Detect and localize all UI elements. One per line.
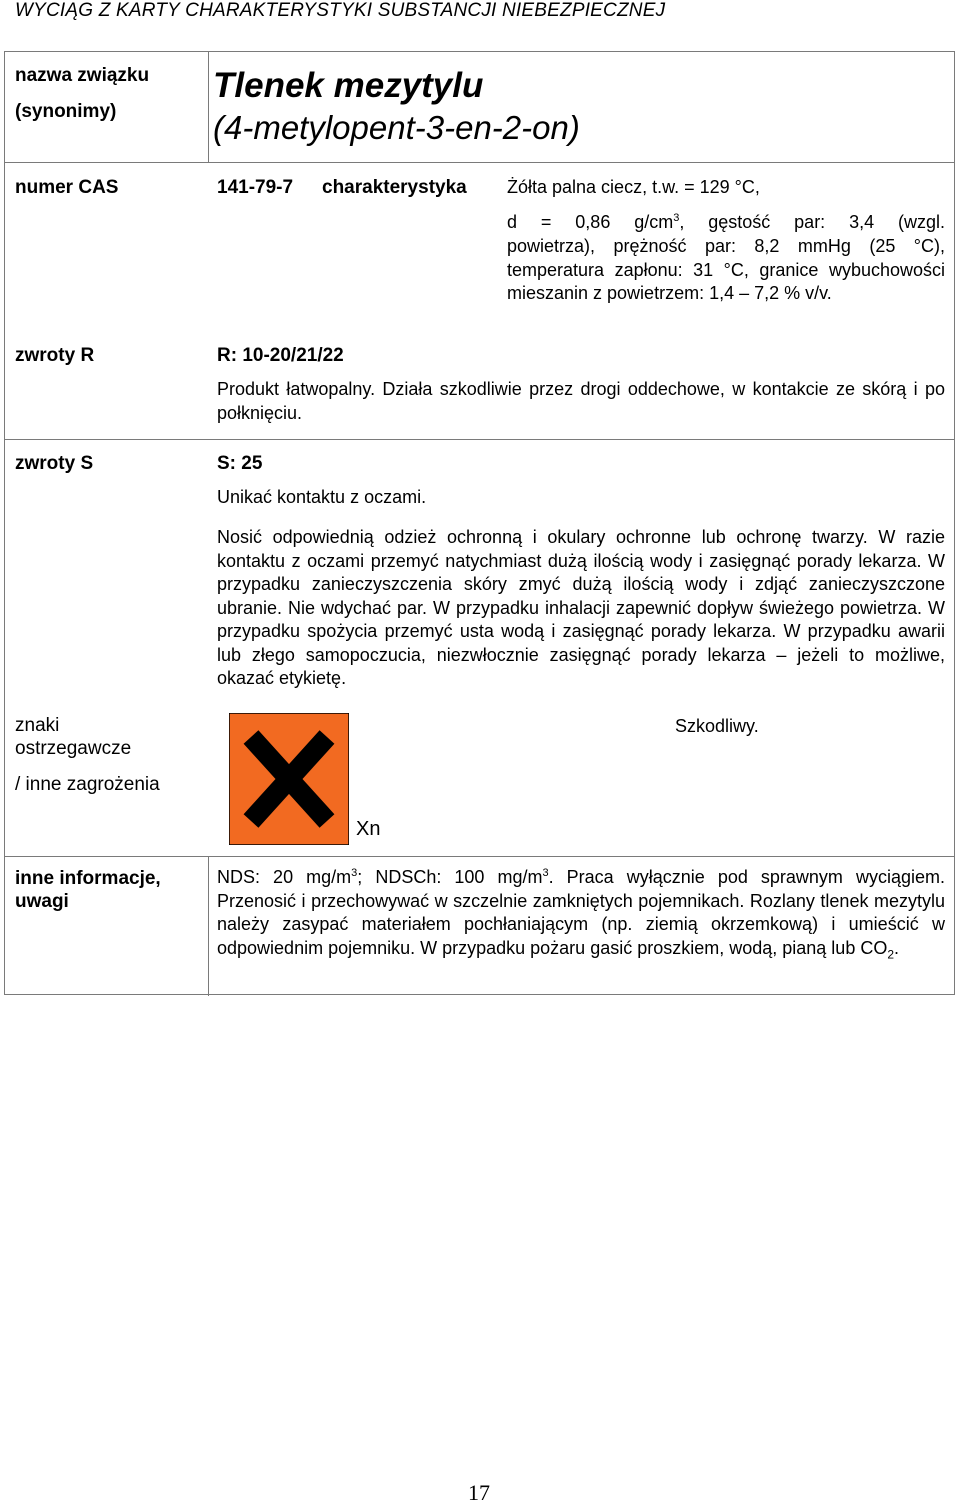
safety-data-table <box>4 51 955 995</box>
s-phrases-text1: Unikać kontaktu z oczami. <box>217 487 427 507</box>
other-info-text <box>217 866 945 967</box>
density-text-post: , gęstość par: 3,4 (wzgl. <box>679 212 945 232</box>
r-phrases-label: zwroty R <box>15 345 95 366</box>
s-phrases-code: S: 25 <box>217 453 263 474</box>
other-info-label-line1: inne informacje, <box>15 868 161 889</box>
row-divider <box>5 439 954 440</box>
hazard-label-line1: znaki <box>15 715 60 736</box>
s-phrases-label: zwroty S <box>15 453 94 474</box>
harmful-x-icon <box>229 713 349 845</box>
document-header-title: WYCIĄG Z KARTY CHARAKTERYSTYKI SUBSTANCJI NIEBEZPIECZNEJ <box>15 0 666 21</box>
density-superscript: 3 <box>673 212 680 224</box>
density-text: d = 0,86 g/cm <box>507 212 674 232</box>
row-divider <box>5 162 954 163</box>
column-divider <box>208 856 209 996</box>
hazard-symbol-code: Xn <box>356 818 381 840</box>
cas-number: 141-79-7 <box>217 177 294 198</box>
compound-synonyms-label: (synonimy) <box>15 101 117 122</box>
other-info-body: . Praca wyłącznie pod sprawnym wyciągiem. Przenosić i przechowywać w szczelnie zamkniętych pojemnikach. Rozlany tlenek mezytylu należy zasypać materiałem pochłaniającym (np. ziemią okrzemkową) i umieścić w odpowiednim pojemniku. W przypadku pożaru gasić proszkiem, wodą, pianą lub CO <box>217 867 945 958</box>
nds-superscript: 3 <box>351 867 358 879</box>
s-phrases-text2: Nosić odpowiednią odzież ochronną i okulary ochronne lub ochronę twarzy. W razie kontaktu z oczami przemyć natychmiast dużą ilością wody i zasięgnąć porady lekarza. W przypadku zanieczyszczenia skóry zmyć dużą ilością wody i zdjąć zanieczyszczone ubranie. Nie wdychać par. W przypadku inhalacji zapewnić dopływ świeżego powietrza. W przypadku spożycia przemyć usta wodą i zasięgnąć porady lekarza. W przypadku awarii lub złego samopoczucia, niezwłocznie zasięgnąć porady lekarza – jeżeli to możliwe, okazać etykietę. <box>217 527 945 688</box>
hazard-label-line2: ostrzegawcze <box>15 738 132 759</box>
ndsch-text: ; NDSCh: 100 mg/m <box>357 867 543 887</box>
characteristics-line1: Żółta palna ciecz, t.w. = 129 °C, <box>507 177 760 197</box>
column-divider <box>208 52 209 162</box>
row-divider <box>5 856 954 857</box>
other-info-end: . <box>894 937 900 958</box>
characteristics-label: charakterystyka <box>322 177 467 198</box>
compound-synonym: (4-metylopent-3-en-2-on) <box>213 109 580 146</box>
r-phrases-code: R: 10-20/21/22 <box>217 345 344 366</box>
ndsch-superscript: 3 <box>542 867 549 879</box>
nds-text: NDS: 20 mg/m <box>217 867 352 887</box>
cas-label: numer CAS <box>15 177 119 198</box>
characteristics-density <box>507 211 945 235</box>
page-number: 17 <box>468 1480 490 1505</box>
hazard-label-line3: / inne zagrożenia <box>15 774 160 795</box>
compound-name-label: nazwa związku <box>15 65 150 86</box>
compound-name: Tlenek mezytylu <box>213 66 484 105</box>
co2-subscript: 2 <box>887 947 895 962</box>
other-info-label-line2: uwagi <box>15 891 69 912</box>
hazard-description: Szkodliwy. <box>675 716 759 736</box>
characteristics-details: powietrza), prężność par: 8,2 mmHg (25 °C), temperatura zapłonu: 31 °C, granice wybuchowości mieszanin z powietrzem: 1,4 – 7,2 % v/v. <box>507 236 945 303</box>
r-phrases-text: Produkt łatwopalny. Działa szkodliwie przez drogi oddechowe, w kontakcie ze skórą i po połknięciu. <box>217 379 945 423</box>
